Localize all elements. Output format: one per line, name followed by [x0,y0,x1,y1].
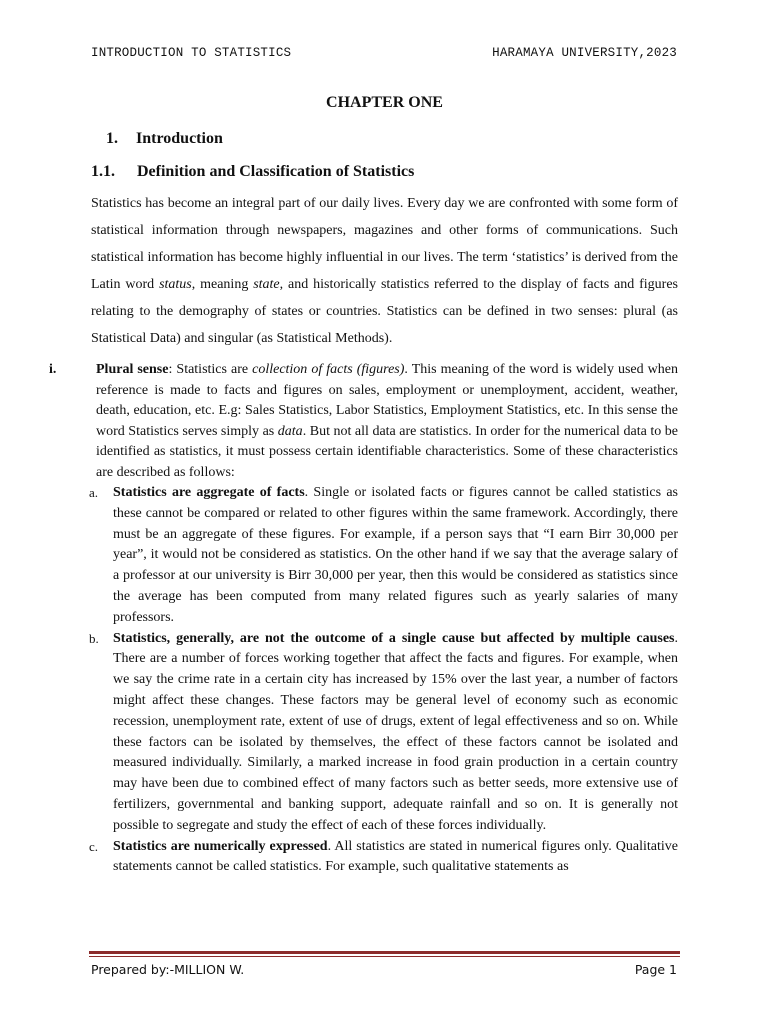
section-text-3: . But not all data are statistics. In order for the numerical data to be identified as statistics, it must possess certain identifiable characteristics. Some of these characteristics are described as follows: [96,423,678,480]
heading-definition [91,160,678,184]
subheading-title: Definition and Classification of Statistics [137,163,415,180]
intro-text-1: Statistics has become an integral part of our daily lives. Every day we are confronted with some form of statistical information through newspapers, magazines and other forms of communications. Such statistical information has become highly influential in our lives. The term ‘statistics’ is derived from the Latin word [91,196,678,292]
list-item-heading: Statistics are numerically expressed [113,838,328,854]
section-emphasis-1: collection of facts (figures) [252,362,405,377]
footer-author: Prepared by:-MILLION W. [91,962,245,977]
header-university: HARAMAYA UNIVERSITY,2023 [492,46,677,60]
intro-text-3: , and historically statistics referred to the display of facts and figures relating to the demography of states or countries. Statistics can be defined in two senses: plural (as Statistical Data) and singular (as Statistical Methods). [91,277,679,346]
section-numeral: i. [49,362,57,377]
list-item-heading: Statistics, generally, are not the outcome of a single cause but affected by multiple causes [113,630,675,646]
intro-word-status: status [159,277,192,292]
footer-page-number: Page 1 [634,962,677,977]
list-item-text: . Single or isolated facts or figures cannot be called statistics as these cannot be compared or related to other figures within the same framework. Accordingly, there must be an aggregate of these figures. For example, if a person says that “I earn Birr 30,000 per year”, it would not be considered as statistics. On the other hand if we say that the average salary of a professor at our university is Birr 30,000 per year, then this would be considered as statistics since the average has been computed from many related figures such as yearly salaries of many professors. [113,485,678,625]
section-plural-text [96,360,678,483]
subheading-number: 1.1. [91,163,115,180]
intro-word-state: state [253,277,280,292]
list-item-letter: c. [89,838,99,854]
heading-number: 1. [106,130,118,147]
section-plural-sense [49,360,678,878]
footer-rule-thin [89,956,680,957]
chapter-title: CHAPTER ONE [326,94,443,111]
page-header [91,46,677,60]
intro-paragraph [91,190,678,352]
section-term: Plural sense [96,362,169,377]
list-item-heading: Statistics are aggregate of facts [113,485,305,500]
list-item-b [89,629,678,837]
footer-rule-thick [89,951,680,954]
list-item-letter: a. [89,485,99,500]
section-text-2: . This meaning of the word is widely used when reference is made to facts and figures on sales, employment or unemployment, accident, weather, death, education, etc. E.g: Sales Statistics, Labor Statistics, Employment Statistics, etc. In this sense the word Statistics serves simply as [96,362,678,439]
list-item-c [89,837,678,879]
page-content [49,92,679,878]
list-item-letter: b. [89,630,99,646]
section-text-1: : Statistics are [168,362,253,377]
intro-text-2: , meaning [191,277,254,292]
section-emphasis-2: data [277,423,303,439]
list-item-text: . All statistics are stated in numerical figures only. Qualitative statements cannot be called statistics. For example, such qualitative statements as [113,838,678,875]
page-footer [91,962,677,977]
heading-introduction [106,128,678,150]
heading-title: Introduction [136,130,223,147]
list-item-text: . There are a number of forces working together that affect the facts and figures. For example, when we say the crime rate in a certain city has increased by 15% over the last year, a number of factors might affect these changes. These factors may be general level of economy such as economic recession, unemployment rate, extent of use of drugs, extent of legal effectiveness and so on. While these factors can be isolated by themselves, the effect of these factors cannot be isolated and measured individually. Similarly, a marked increase in food grain production in a certain country may have been due to combined effect of many factors such as better seeds, more extensive use of fertilizers, governmental and banking support, adequate rainfall and so on. It is generally not possible to segregate and study the effect of each of these forces individually. [113,630,678,833]
header-course-title: INTRODUCTION TO STATISTICS [91,46,292,60]
list-item-a [89,483,678,629]
